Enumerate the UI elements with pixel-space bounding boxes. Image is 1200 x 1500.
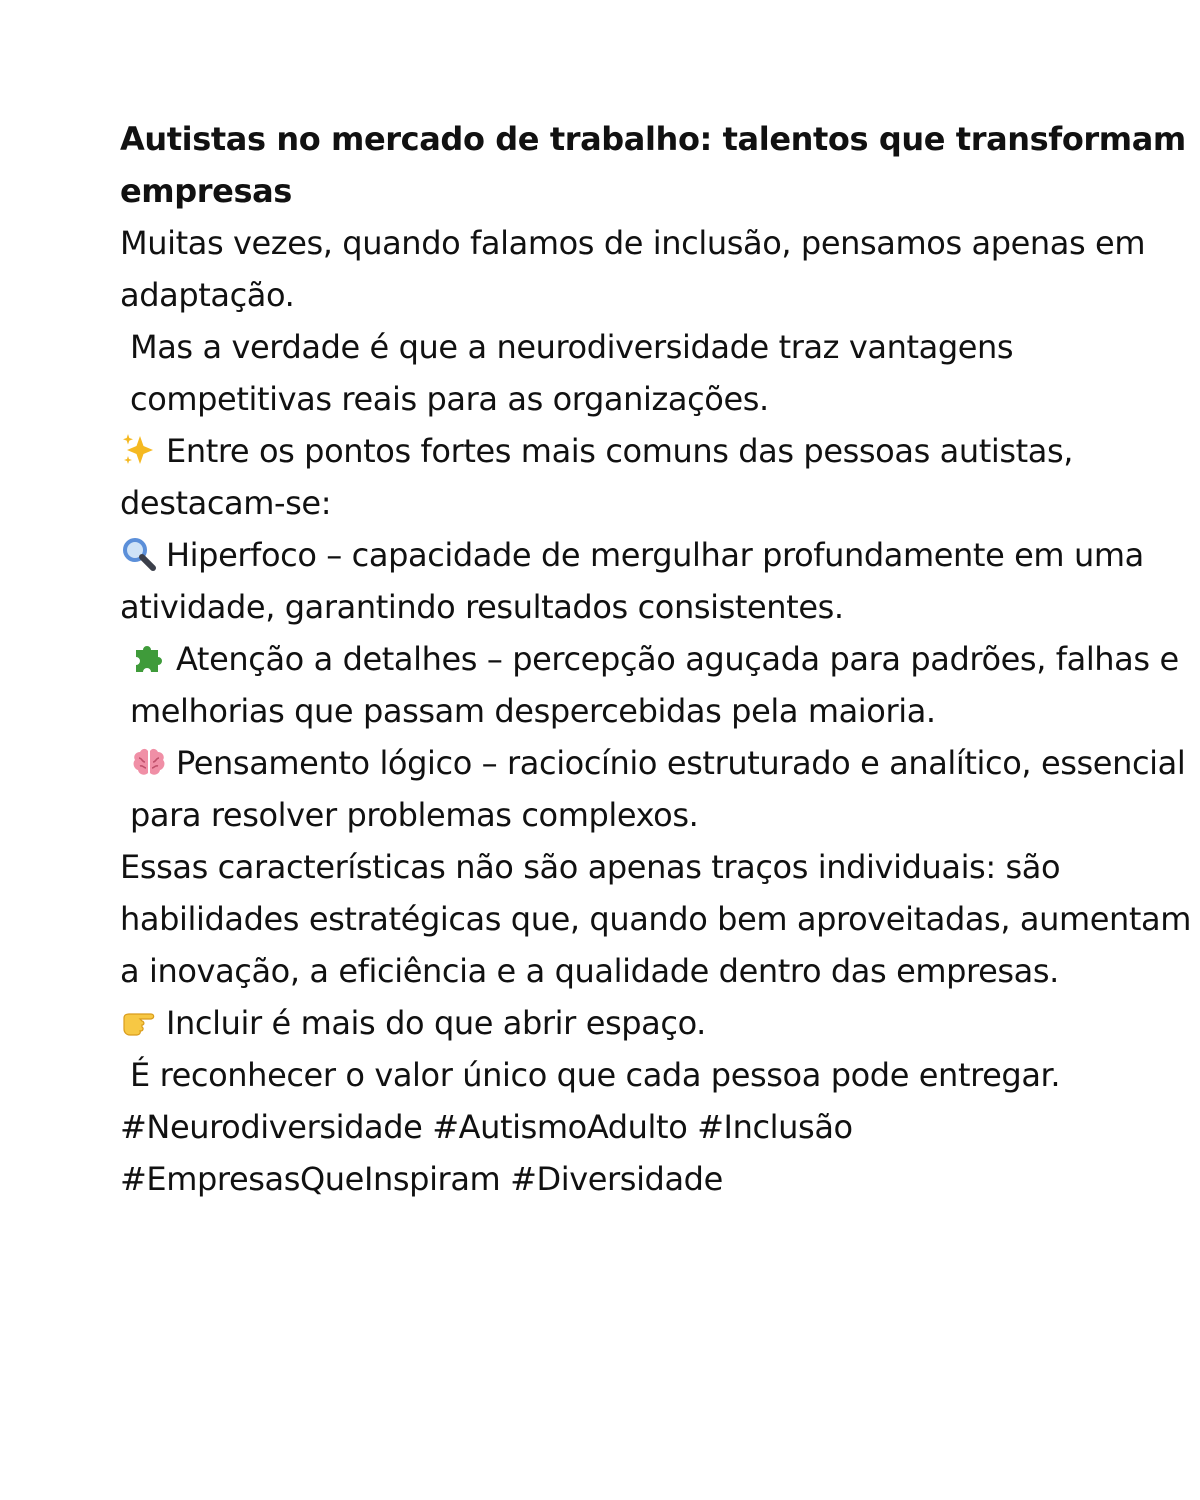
closing-paragraph-2	[120, 997, 1195, 1049]
closing-paragraph-1: Essas características não são apenas traços individuais: são habilidades estratégicas que, quando bem aproveitadas, aumentam a inovação, a eficiência e a qualidade dentro das empresas.	[120, 848, 1192, 990]
post-content	[120, 113, 1195, 1205]
hashtags-line-1: #Neurodiversidade #AutismoAdulto #Inclusão	[120, 1108, 853, 1146]
puzzle-icon	[130, 640, 168, 676]
pointing-hand-icon	[120, 1004, 158, 1040]
strengths-intro	[120, 425, 1195, 529]
strength-text-hyperfocus: Hiperfoco – capacidade de mergulhar profundamente em uma atividade, garantindo resultados consistentes.	[120, 536, 1144, 626]
strength-text-attention: Atenção a detalhes – percepção aguçada para padrões, falhas e melhorias que passam despercebidas pela maioria.	[130, 640, 1179, 730]
strengths-intro-text: Entre os pontos fortes mais comuns das pessoas autistas, destacam-se:	[120, 432, 1074, 522]
magnifier-icon	[120, 536, 158, 572]
intro-paragraph-2: Mas a verdade é que a neurodiversidade traz vantagens competitivas reais para as organizações.	[130, 328, 1014, 418]
closing-text-2: Incluir é mais do que abrir espaço.	[166, 1004, 706, 1042]
hashtags-line-2: #EmpresasQueInspiram #Diversidade	[120, 1160, 723, 1198]
strength-text-logic: Pensamento lógico – raciocínio estruturado e analítico, essencial para resolver problemas complexos.	[130, 744, 1186, 834]
intro-paragraph-1: Muitas vezes, quando falamos de inclusão, pensamos apenas em adaptação.	[120, 224, 1146, 314]
strength-item-attention	[120, 633, 1195, 737]
sparkles-icon	[120, 432, 158, 468]
strength-item-hyperfocus	[120, 529, 1195, 633]
closing-paragraph-3: É reconhecer o valor único que cada pessoa pode entregar.	[130, 1056, 1061, 1094]
brain-icon	[130, 744, 168, 780]
post-title: Autistas no mercado de trabalho: talentos que transformam empresas	[120, 120, 1186, 210]
strength-item-logic	[120, 737, 1195, 841]
